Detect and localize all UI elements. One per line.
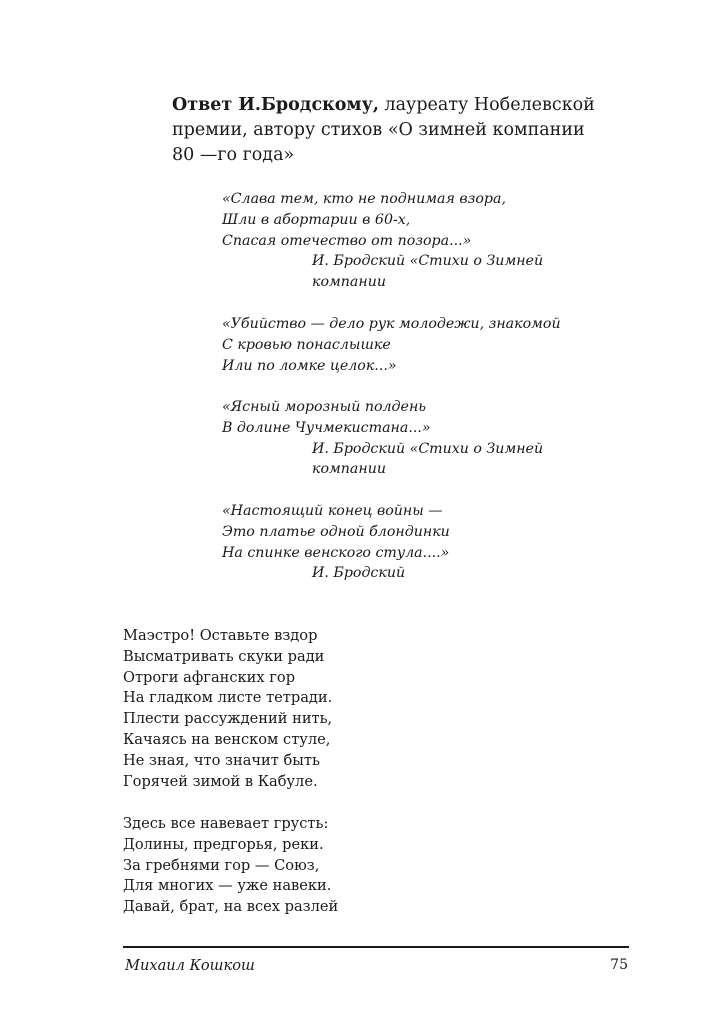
poem-line: Горячей зимой в Кабуле. bbox=[123, 772, 318, 790]
epigraph-line: «Ясный морозный полдень bbox=[222, 399, 427, 415]
heading-line-2: премии, автору стихов «О зимней компании bbox=[172, 120, 585, 140]
poem-line: На гладком листе тетради. bbox=[123, 689, 333, 707]
poem-line: Качаясь на венском стуле, bbox=[123, 730, 331, 748]
poem-line: Не зная, что значит быть bbox=[123, 751, 320, 769]
poem-line: Долины, предгорья, реки. bbox=[123, 835, 324, 853]
stanza-1 bbox=[123, 626, 332, 792]
epigraph-line: Спасая отечество от позора...» bbox=[222, 232, 472, 249]
epigraph-line: «Слава тем, кто не поднимая взора, bbox=[222, 191, 506, 207]
epigraph-attribution: И. Бродский «Стихи о Зимней bbox=[312, 253, 544, 270]
epigraph-line: В долине Чучмекистана...» bbox=[222, 419, 431, 436]
poem-line: Здесь все навевает грусть: bbox=[123, 815, 329, 832]
epigraph-line: С кровью понаслышке bbox=[222, 336, 391, 353]
poem-line: Для многих — уже навеки. bbox=[123, 877, 332, 895]
footer-author: Михаил Кошкош bbox=[125, 957, 255, 974]
heading-line-1 bbox=[172, 93, 632, 118]
poem-line: За гребнями гор — Союз, bbox=[123, 856, 320, 874]
epigraph-line: Это платье одной блондинки bbox=[222, 523, 450, 540]
epigraph-attribution: И. Бродский bbox=[312, 565, 406, 582]
page-number: 75 bbox=[610, 957, 628, 973]
heading-addressee: Ответ И.Бродскому, bbox=[172, 95, 379, 115]
heading-line-3: 80 —го года» bbox=[172, 145, 295, 165]
poem-line: Отроги афганских гор bbox=[123, 668, 296, 686]
epigraph-line: На спинке венского стула....» bbox=[222, 544, 450, 561]
footer-rule bbox=[123, 946, 629, 948]
epigraph-line: «Убийство — дело рук молодежи, знакомой bbox=[222, 316, 561, 332]
poem-line: Маэстро! Оставьте вздор bbox=[123, 627, 318, 644]
poem-line: Плести рассуждений нить, bbox=[123, 710, 333, 728]
poem-line: Давай, брат, на всех разлей bbox=[123, 898, 339, 916]
epigraph-1 bbox=[222, 189, 543, 293]
epigraph-attribution: компании bbox=[312, 461, 386, 478]
poem-line: Высматривать скуки ради bbox=[123, 647, 325, 665]
epigraph-3 bbox=[222, 397, 543, 480]
epigraph-4 bbox=[222, 501, 450, 584]
epigraph-line: «Настоящий конец войны — bbox=[222, 503, 443, 519]
epigraph-attribution: компании bbox=[312, 274, 386, 291]
epigraph-attribution: И. Бродский «Стихи о Зимней bbox=[312, 440, 544, 457]
epigraph-line: Или по ломке целок...» bbox=[222, 357, 397, 374]
stanza-2 bbox=[123, 814, 338, 918]
epigraph-line: Шли в абортарии в 60-х, bbox=[222, 211, 411, 228]
heading-dedication: лауреату Нобелевской bbox=[378, 95, 595, 115]
poem-heading bbox=[172, 93, 632, 168]
epigraph-2 bbox=[222, 314, 561, 376]
